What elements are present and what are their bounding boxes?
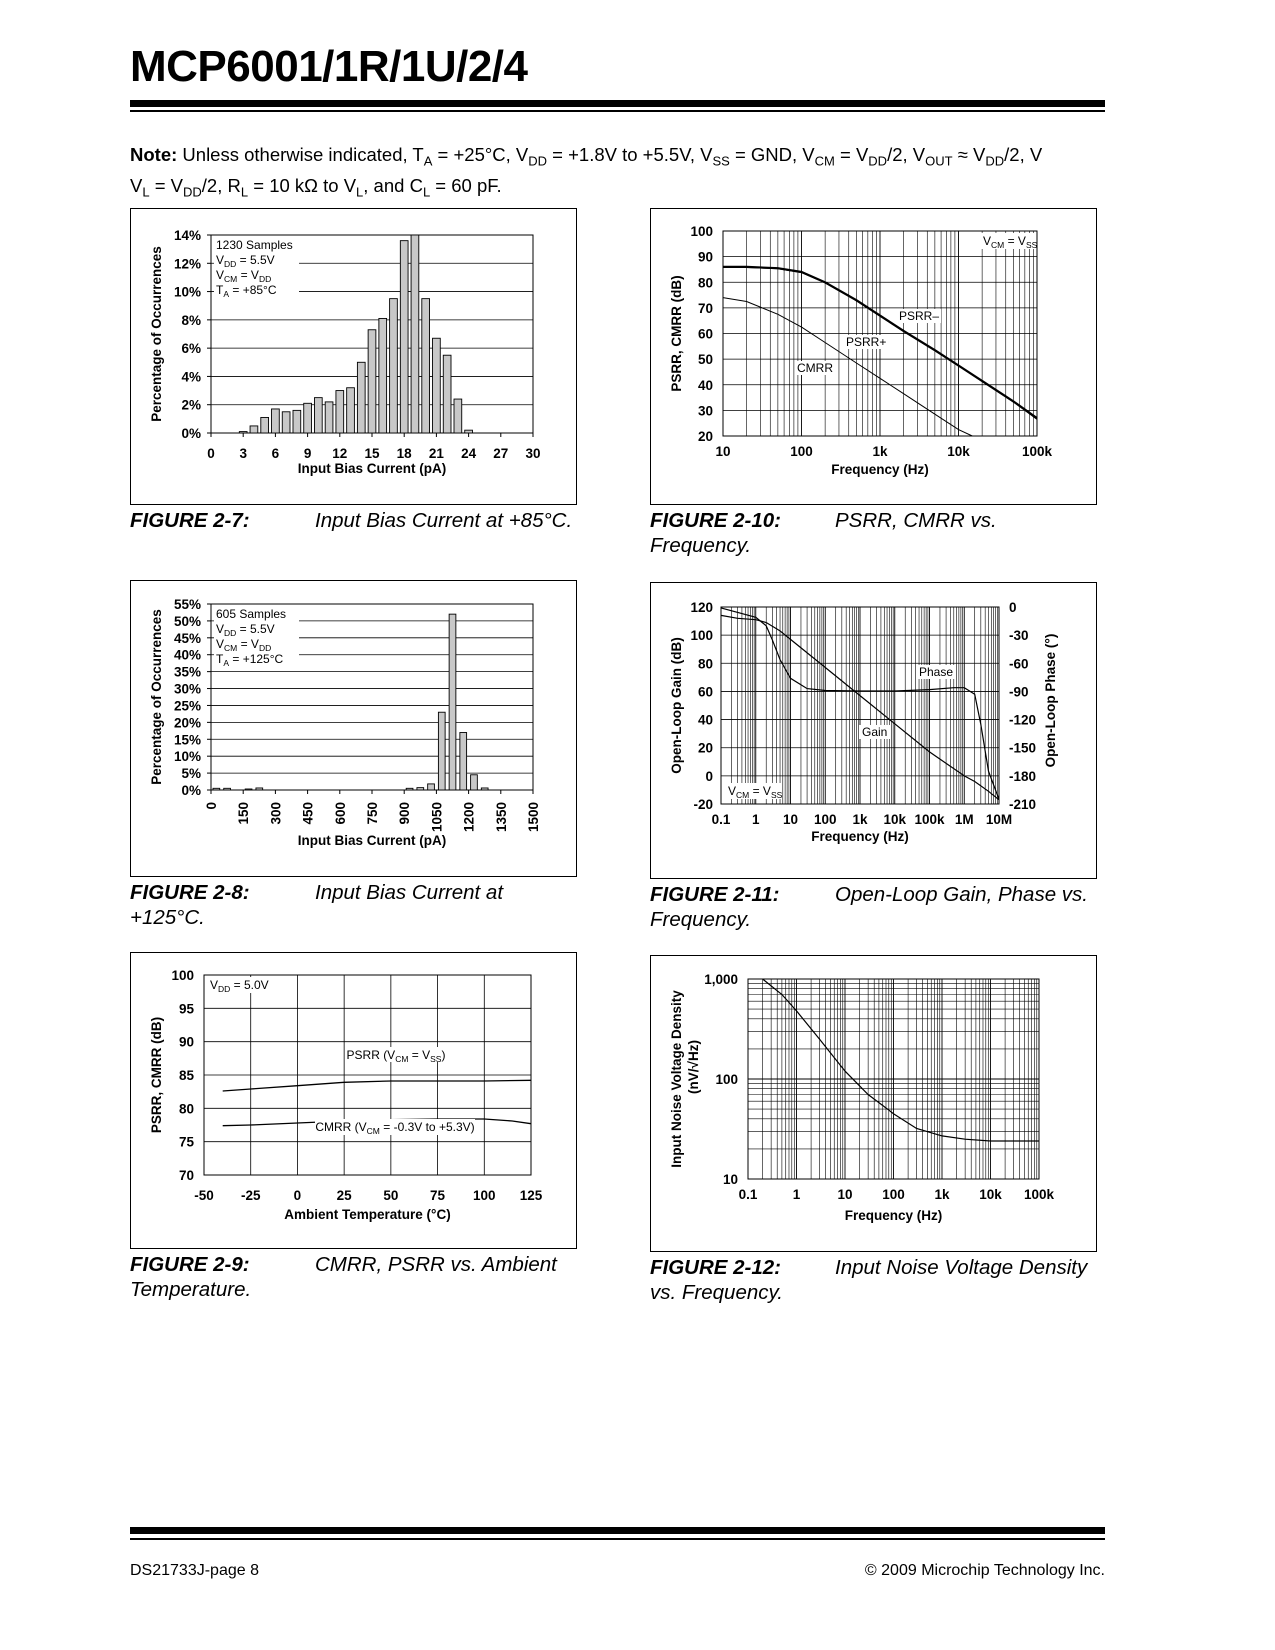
y-tick-label: 70	[178, 1168, 194, 1183]
y-tick-label: 55%	[173, 597, 201, 612]
y-tick-label: 50%	[173, 613, 201, 629]
x-tick-label: 1200	[461, 802, 477, 833]
annotation: $V_{CM} = V_{SS}$	[728, 784, 783, 800]
y-tick-label: 0%	[181, 426, 201, 441]
y-tick-label: 0%	[181, 783, 201, 798]
x-tick-label: 900	[397, 802, 413, 825]
y-tick-label: 95	[178, 1001, 194, 1017]
x-tick-label: 1350	[493, 802, 509, 833]
caption-fig11: FIGURE 2-11: Open-Loop Gain, Phase vs. Frequency.	[650, 883, 1088, 931]
y-tick-label: 100	[715, 1072, 738, 1087]
y-tick-label: 10	[722, 1172, 738, 1187]
figure-2-11	[650, 582, 1097, 879]
y-tick-label: 60	[697, 326, 713, 342]
x-tick-label: 25	[336, 1188, 352, 1203]
histogram-bar	[261, 417, 269, 433]
x-tick-label: 100	[790, 444, 813, 459]
x-tick-label: 100	[882, 1187, 905, 1202]
x-tick-label: 12	[332, 446, 348, 461]
noise-line	[763, 979, 1039, 1141]
y-axis-label: Percentage of Occurrences	[149, 609, 164, 785]
caption-fig12: FIGURE 2-12: Input Noise Voltage Density vs. Frequency.	[650, 1256, 1088, 1304]
x-axis-label: Input Bias Current (pA)	[297, 461, 447, 476]
y-tick-label: 80	[697, 275, 713, 291]
y-axis-label: Open-Loop Gain (dB)	[669, 637, 684, 774]
y-tick-label: 50	[697, 352, 713, 368]
x-axis-label: Input Bias Current (pA)	[297, 833, 447, 848]
x-tick-label: 10	[837, 1187, 853, 1202]
x-tick-label: 1k	[852, 812, 868, 827]
x-tick-label: 10k	[883, 812, 907, 827]
psrr-plus-label: PSRR+	[846, 335, 887, 349]
phase-label: Phase	[919, 665, 954, 679]
histogram-bar	[454, 399, 462, 433]
annotation-line: $T_A = +85^\circ C$	[216, 283, 277, 299]
x-tick-label: 600	[332, 802, 348, 825]
y2-tick-label: -150	[1009, 740, 1037, 756]
psrr-series-label: PSRR $(V_{CM} = V_{SS})$	[346, 1048, 446, 1064]
histogram-bar	[336, 391, 344, 433]
footer-copyright: © 2009 Microchip Technology Inc.	[864, 1562, 1105, 1579]
x-tick-label: 100k	[914, 812, 945, 827]
histogram-bar	[460, 733, 467, 790]
y2-tick-label: 0	[1009, 600, 1017, 615]
y-tick-label: 5%	[181, 766, 201, 782]
conditions-note: Note: Unless otherwise indicated, $T_A = +25^\circ C$, $V_{DD} = +1.8V$ to +5.5V, $V_{SS}$ = GND, $V_{CM} = V_{DD}/2$, $V_{OUT} \approx V_{DD}/2$, V $V_L = V_{DD}/2$, $R_L = 10$ kΩ to $V_L$, and $C_L = 60$ pF.	[130, 144, 1043, 200]
x-tick-label: 10k	[979, 1187, 1002, 1202]
y-tick-label: 25%	[173, 698, 201, 714]
histogram-bar	[379, 318, 387, 433]
x-tick-label: 100	[473, 1188, 496, 1203]
histogram-bar	[417, 788, 424, 790]
y-tick-label: 30	[697, 403, 713, 419]
x-tick-label: 1500	[526, 802, 541, 833]
y-tick-label: 12%	[173, 256, 201, 272]
y-tick-label: 10%	[173, 284, 201, 300]
annotation-line: 605 Samples	[216, 607, 287, 621]
annotation-line: $V_{CM} = V_{DD}$	[216, 637, 272, 653]
y-tick-label: 45%	[173, 630, 201, 646]
histogram-bar	[438, 712, 445, 790]
y-tick-label: 75	[178, 1134, 194, 1150]
x-tick-label: 6	[271, 446, 280, 461]
x-tick-label: 1k	[934, 1187, 950, 1202]
histogram-bar	[411, 235, 419, 433]
gain-label: Gain	[862, 725, 888, 739]
histogram-bar	[390, 299, 398, 433]
histogram-bar	[428, 784, 435, 790]
x-tick-label: 0.1	[711, 812, 731, 827]
annotation-line: $V_{CM} = V_{DD}$	[216, 268, 272, 284]
y-tick-label: 100	[690, 224, 713, 239]
chart-fig9	[131, 953, 576, 1248]
x-tick-label: 21	[428, 446, 444, 461]
x-tick-label: 10k	[947, 444, 970, 459]
header-rule-thin	[130, 110, 1105, 112]
y-tick-label: 120	[690, 600, 713, 615]
x-tick-label: 0	[204, 802, 219, 810]
x-tick-label: 9	[303, 446, 312, 461]
x-tick-label: 750	[365, 802, 380, 825]
x-tick-label: 10	[715, 444, 731, 459]
y-tick-label: 6%	[181, 341, 201, 357]
y2-tick-label: -30	[1009, 628, 1029, 644]
x-tick-label: 0	[207, 446, 215, 461]
annotation-line: $V_{DD} = 5.5V$	[216, 253, 275, 269]
histogram-bar	[465, 430, 473, 433]
chart-fig10	[651, 209, 1096, 504]
x-axis-label: Frequency (Hz)	[811, 829, 909, 844]
y-tick-label: 90	[178, 1034, 194, 1050]
x-tick-label: 3	[239, 446, 247, 461]
cmrr-series-label: CMRR ($V_{CM} = -0.3V$ to +5.3V)	[315, 1120, 475, 1136]
histogram-bar	[250, 426, 258, 433]
y-tick-label: 20	[697, 740, 713, 756]
y2-axis-label: Open-Loop Phase (°)	[1043, 633, 1058, 768]
x-tick-label: 0.1	[738, 1187, 758, 1202]
y-tick-label: 14%	[173, 228, 201, 243]
cmrr-label: CMRR	[797, 361, 833, 375]
x-axis-label: Frequency (Hz)	[844, 1208, 943, 1223]
y-tick-label: 85	[178, 1068, 194, 1083]
histogram-bar	[357, 362, 365, 433]
annotation-line: 1230 Samples	[216, 238, 293, 252]
y-tick-label: 20%	[173, 715, 201, 731]
caption-fig10: FIGURE 2-10: PSRR, CMRR vs. Frequency.	[650, 509, 997, 557]
histogram-bar	[272, 409, 280, 433]
y-tick-label: 100	[171, 968, 194, 983]
x-tick-label: 27	[493, 446, 509, 461]
x-tick-label: 100k	[1021, 444, 1053, 459]
y-tick-label: 80	[697, 656, 713, 672]
x-tick-label: 50	[383, 1188, 399, 1203]
x-tick-label: -25	[240, 1188, 261, 1203]
x-tick-label: 1050	[429, 802, 445, 833]
y-tick-label: 20	[697, 429, 713, 444]
x-axis-label: Ambient Temperature (°C)	[284, 1207, 451, 1222]
histogram-bar	[406, 788, 413, 790]
histogram-bar	[325, 402, 333, 433]
footer-rule-thin	[130, 1538, 1105, 1540]
x-tick-label: 30	[525, 446, 541, 461]
x-tick-label: 75	[430, 1188, 446, 1203]
histogram-bar	[400, 241, 408, 433]
y-tick-label: 4%	[181, 369, 201, 385]
x-tick-label: 0	[293, 1188, 302, 1203]
y-axis-label: Percentage of Occurrences	[149, 246, 164, 422]
x-tick-label: 125	[519, 1188, 543, 1203]
y-tick-label: 40%	[173, 647, 201, 663]
y-tick-label: 8%	[181, 312, 201, 328]
figure-2-9	[130, 952, 577, 1249]
y-tick-label: 10%	[173, 749, 201, 765]
psrr-minus-label: PSRR–	[899, 309, 940, 323]
x-tick-label: 15	[364, 446, 380, 461]
x-tick-label: 1k	[872, 444, 888, 459]
histogram-bar	[282, 412, 290, 433]
y-tick-label: 60	[697, 684, 713, 700]
caption-fig7: FIGURE 2-7: Input Bias Current at +85°C.	[130, 509, 573, 532]
y-tick-label: -20	[693, 797, 713, 812]
chart-fig8	[131, 581, 576, 876]
x-axis-label: Frequency (Hz)	[831, 462, 929, 477]
histogram-bar	[256, 788, 263, 790]
y-axis-label: PSRR, CMRR (dB)	[149, 1016, 164, 1134]
y-tick-label: 80	[178, 1101, 194, 1117]
annotation-line: $T_A = +125^\circ C$	[216, 652, 284, 668]
y2-tick-label: -60	[1009, 656, 1029, 672]
page-title: MCP6001/1R/1U/2/4	[130, 42, 528, 91]
histogram-bar	[443, 355, 451, 433]
y-tick-label: 1,000	[704, 972, 738, 987]
histogram-bar	[471, 775, 478, 790]
y-tick-label: 100	[690, 628, 713, 644]
y-tick-label: 0	[705, 768, 713, 784]
x-tick-label: 100k	[1023, 1187, 1055, 1202]
figure-2-8	[130, 580, 577, 877]
histogram-bar	[314, 398, 322, 433]
footer-doc-id: DS21733J-page 8	[130, 1562, 259, 1579]
histogram-bar	[239, 432, 247, 433]
psrr-line	[223, 1080, 531, 1091]
chart-fig11	[651, 583, 1096, 878]
histogram-bar	[293, 410, 301, 433]
caption-fig9: FIGURE 2-9: CMRR, PSRR vs. Ambient Temperature.	[130, 1253, 557, 1301]
histogram-bar	[422, 299, 430, 433]
chart-fig7	[131, 209, 576, 504]
x-tick-label: 100	[813, 812, 837, 827]
y-axis-label-units: (nV/√Hz)	[686, 1040, 701, 1094]
y-tick-label: 40	[697, 377, 713, 393]
x-tick-label: 150	[236, 802, 252, 825]
histogram-bar	[245, 789, 252, 790]
histogram-bar	[304, 403, 312, 433]
y2-tick-label: -180	[1009, 768, 1037, 784]
footer-rule-thick	[130, 1527, 1105, 1534]
histogram-bar	[481, 788, 488, 790]
y-tick-label: 70	[697, 300, 713, 316]
histogram-bar	[449, 614, 456, 790]
y-tick-label: 40	[697, 712, 713, 728]
x-tick-label: 450	[300, 802, 316, 825]
x-tick-label: 18	[396, 446, 412, 461]
annotation-line: $V_{DD} = 5.5V$	[216, 622, 275, 638]
y-tick-label: 30%	[173, 681, 201, 697]
x-tick-label: 24	[461, 446, 477, 461]
y2-tick-label: -90	[1009, 684, 1029, 700]
figure-2-10	[650, 208, 1097, 505]
y-tick-label: 35%	[173, 664, 201, 680]
x-tick-label: 1M	[954, 812, 974, 827]
header-rule-thick	[130, 100, 1105, 107]
figure-2-12	[650, 955, 1097, 1252]
histogram-bar	[433, 338, 441, 433]
x-tick-label: 1	[751, 812, 760, 827]
figure-2-7	[130, 208, 577, 505]
y-tick-label: 15%	[173, 732, 201, 748]
x-tick-label: 1	[792, 1187, 801, 1202]
x-tick-label: -50	[194, 1188, 214, 1203]
chart-fig12	[651, 956, 1096, 1251]
y-axis-label: PSRR, CMRR (dB)	[669, 275, 684, 392]
histogram-bar	[213, 788, 220, 790]
annotation: $V_{DD} = 5.0V$	[210, 978, 269, 994]
x-tick-label: 300	[268, 802, 284, 825]
caption-fig8: FIGURE 2-8: Input Bias Current at +125°C.	[130, 881, 504, 929]
histogram-bar	[347, 388, 355, 433]
histogram-bar	[224, 788, 231, 790]
y2-tick-label: -120	[1009, 712, 1037, 728]
y-tick-label: 2%	[181, 397, 201, 413]
y-tick-label: 90	[697, 249, 713, 265]
annotation: $V_{CM} = V_{SS}$	[983, 234, 1038, 250]
histogram-bar	[368, 330, 376, 433]
y2-tick-label: -210	[1009, 797, 1037, 812]
x-tick-label: 10M	[985, 812, 1013, 827]
y-axis-label: Input Noise Voltage Density	[669, 990, 684, 1168]
x-tick-label: 10	[782, 812, 799, 827]
